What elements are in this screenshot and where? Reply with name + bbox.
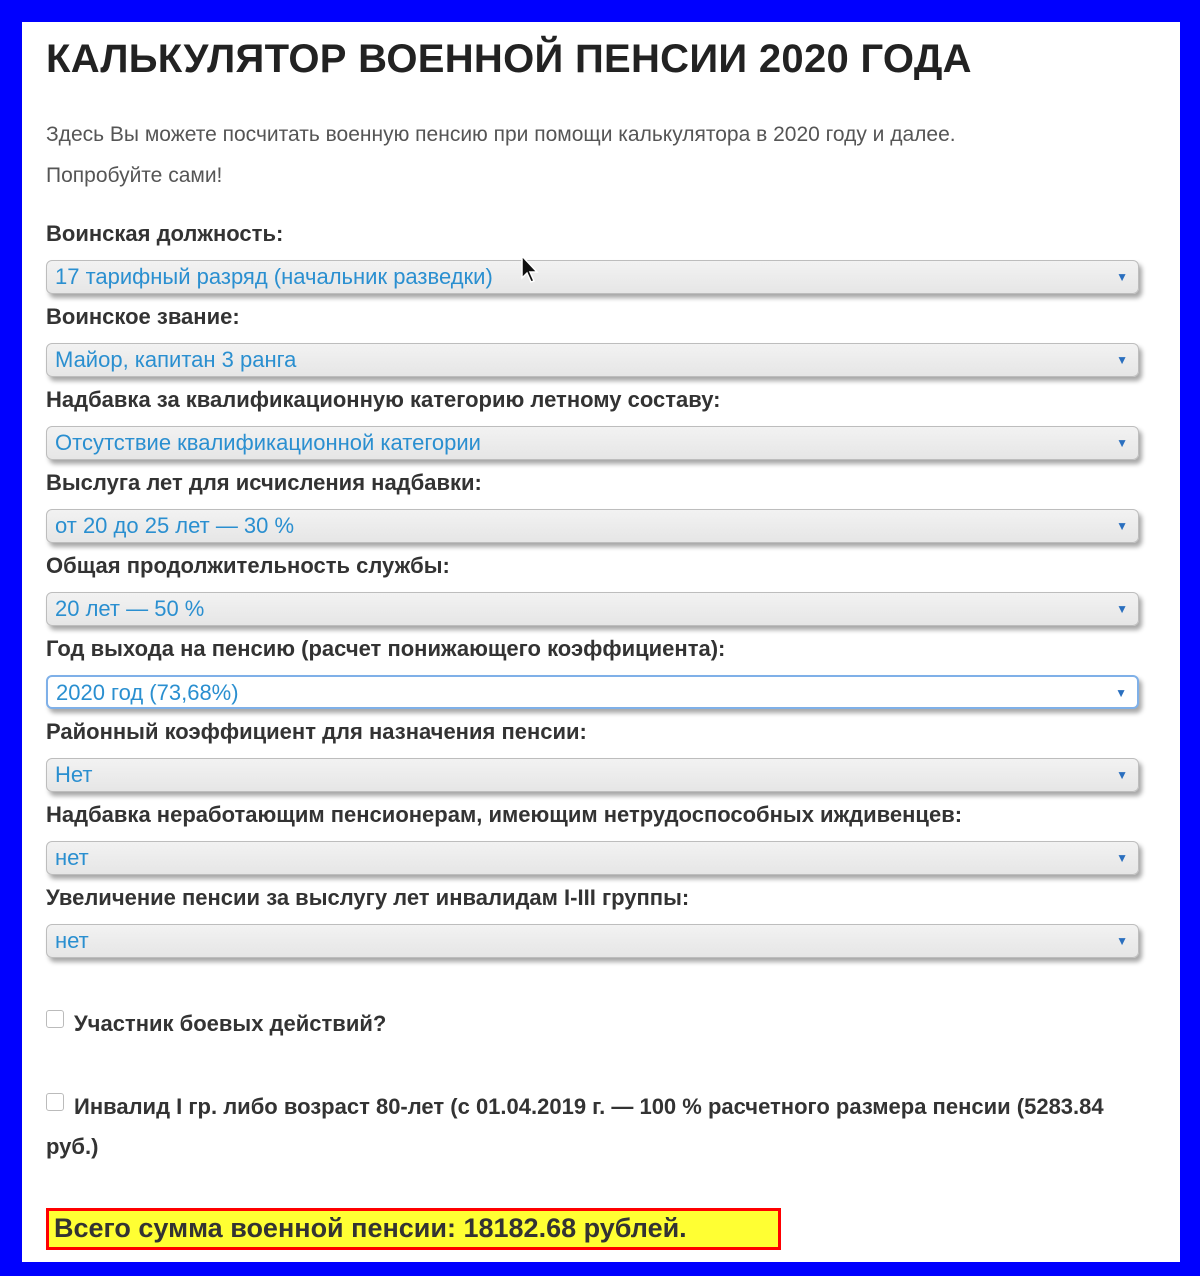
position-select[interactable]	[46, 260, 1139, 294]
rank-select[interactable]	[46, 343, 1139, 377]
retirement-year-select-value: 2020 год (73,68%)	[56, 680, 239, 705]
page-title: КАЛЬКУЛЯТОР ВОЕННОЙ ПЕНСИИ 2020 ГОДА	[46, 37, 972, 81]
chevron-down-icon: ▼	[1116, 768, 1128, 782]
qualification-select[interactable]	[46, 426, 1139, 460]
disability-increase-select[interactable]	[46, 924, 1139, 958]
chevron-down-icon: ▼	[1116, 270, 1128, 284]
service-years-bonus-select-value: от 20 до 25 лет — 30 %	[55, 513, 295, 538]
intro-text	[46, 114, 1146, 196]
calculator-frame	[22, 22, 1180, 1262]
combat-veteran-label: Участник боевых действий?	[74, 1011, 387, 1036]
chevron-down-icon: ▼	[1116, 519, 1128, 533]
service-years-bonus-label: Выслуга лет для исчисления надбавки:	[46, 470, 482, 495]
chevron-down-icon: ▼	[1116, 436, 1128, 450]
dependents-bonus-select-value: нет	[55, 845, 89, 870]
retirement-year-select[interactable]	[46, 675, 1139, 709]
intro-line-2: Попробуйте сами!	[46, 164, 223, 187]
qualification-select-value: Отсутствие квалификационной категории	[55, 430, 481, 455]
intro-line-1: Здесь Вы можете посчитать военную пенсию при помощи калькулятора в 2020 году и далее.	[46, 123, 956, 146]
chevron-down-icon: ▼	[1115, 686, 1127, 700]
qualification-label: Надбавка за квалификационную категорию летному составу:	[46, 387, 721, 412]
disabled-or-80-label: Инвалид I гр. либо возраст 80-лет (с 01.04.2019 г. — 100 % расчетного размера пенсии (5283.84 руб.)	[46, 1094, 1104, 1159]
position-label: Воинская должность:	[46, 221, 284, 246]
mouse-pointer-icon	[520, 254, 542, 286]
chevron-down-icon: ▼	[1116, 353, 1128, 367]
combat-veteran-checkbox[interactable]	[46, 1010, 64, 1028]
chevron-down-icon: ▼	[1116, 934, 1128, 948]
total-service-select-value: 20 лет — 50 %	[55, 596, 205, 621]
rank-select-value: Майор, капитан 3 ранга	[55, 347, 297, 372]
total-service-label: Общая продолжительность службы:	[46, 553, 450, 578]
disability-increase-select-value: нет	[55, 928, 89, 953]
service-years-bonus-select[interactable]	[46, 509, 1139, 543]
regional-coefficient-select-value: Нет	[55, 762, 93, 787]
disability-increase-label: Увеличение пенсии за выслугу лет инвалидам I-III группы:	[46, 885, 690, 910]
dependents-bonus-label: Надбавка неработающим пенсионерам, имеющим нетрудоспособных иждивенцев:	[46, 802, 963, 827]
dependents-bonus-select[interactable]	[46, 841, 1139, 875]
retirement-year-label: Год выхода на пенсию (расчет понижающего коэффициента):	[46, 636, 726, 661]
rank-label: Воинское звание:	[46, 304, 240, 329]
chevron-down-icon: ▼	[1116, 851, 1128, 865]
regional-coefficient-label: Районный коэффициент для назначения пенсии:	[46, 719, 587, 744]
chevron-down-icon: ▼	[1116, 602, 1128, 616]
pension-total: Всего сумма военной пенсии: 18182.68 рублей.	[46, 1208, 781, 1250]
regional-coefficient-select[interactable]	[46, 758, 1139, 792]
position-select-value: 17 тарифный разряд (начальник разведки)	[55, 264, 493, 289]
total-service-select[interactable]	[46, 592, 1139, 626]
